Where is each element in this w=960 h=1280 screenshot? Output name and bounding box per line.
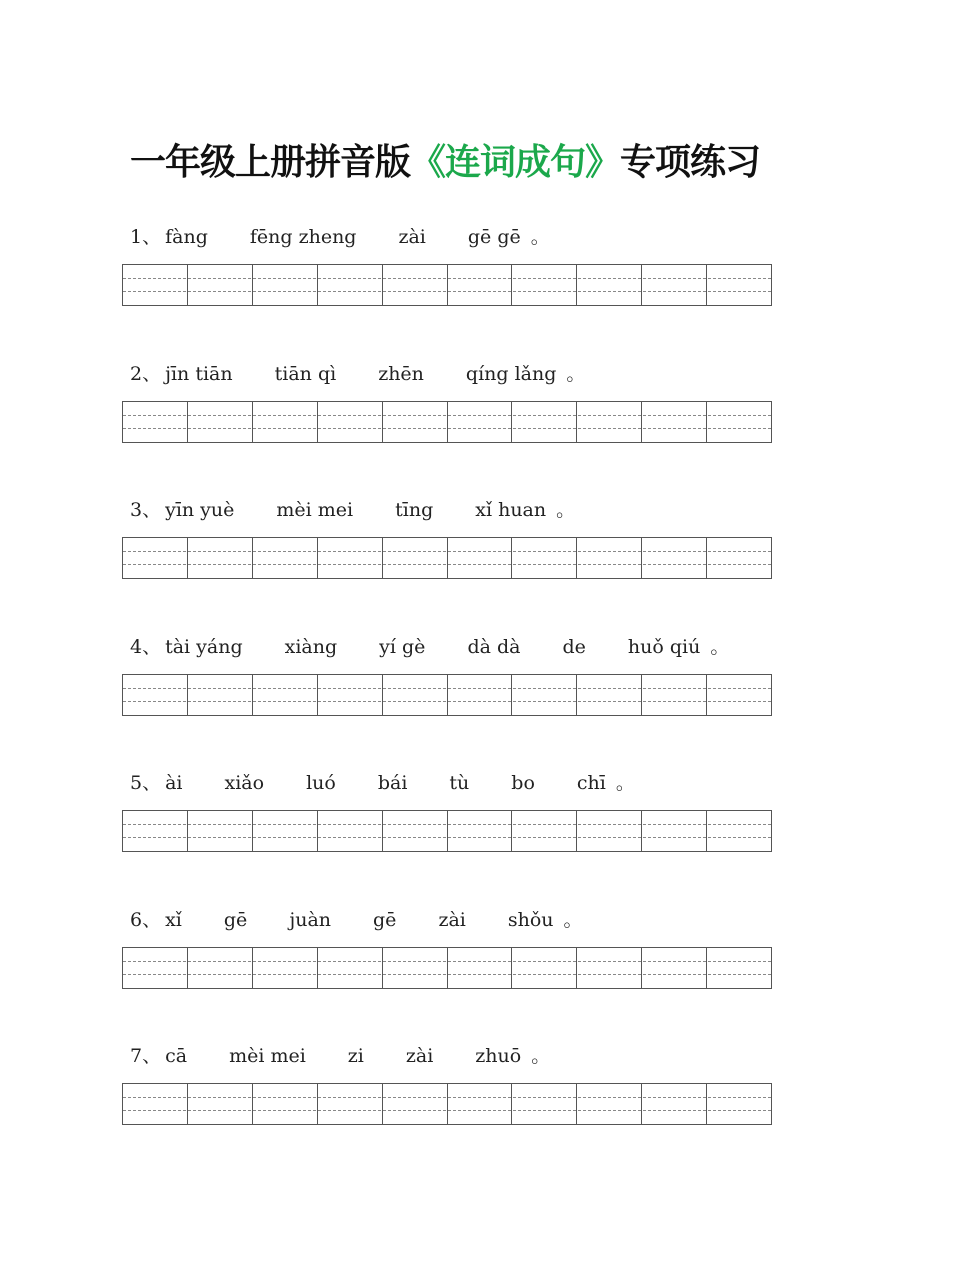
pinyin-word: huǒ qiú [627,635,701,658]
writing-cell[interactable] [253,675,318,715]
title-prefix: 一年级上册拼音版 [130,142,411,183]
question-number: 3、 [130,499,162,521]
writing-cell[interactable] [188,402,253,442]
writing-cell[interactable] [642,675,707,715]
writing-cell[interactable] [512,948,577,988]
writing-cell[interactable] [577,402,642,442]
question-number: 4、 [130,635,162,658]
pinyin-word: qíng lǎng [465,362,557,385]
question-number: 6、 [130,908,162,931]
pinyin-word: ài [165,772,183,794]
writing-cell[interactable] [253,265,318,305]
period-mark: 。 [566,362,586,385]
writing-cell[interactable] [448,265,513,305]
question-7 [122,1041,772,1125]
writing-cell[interactable] [383,538,448,578]
pinyin-word: xǐ huan [475,499,547,521]
writing-cell[interactable] [577,811,642,851]
writing-cell[interactable] [188,538,253,578]
writing-cell[interactable] [253,402,318,442]
writing-cell[interactable] [512,538,577,578]
pinyin-word: tīng [395,499,434,521]
writing-cell[interactable] [123,265,188,305]
pinyin-word: juàn [289,908,332,931]
writing-cell[interactable] [577,538,642,578]
pinyin-word: shǒu [507,908,554,931]
writing-cell[interactable] [642,538,707,578]
writing-cell[interactable] [318,538,383,578]
pinyin-word: jīn tiān [165,362,233,385]
writing-cell[interactable] [253,948,318,988]
writing-cell[interactable] [512,811,577,851]
writing-grid [122,401,772,443]
writing-cell[interactable] [253,1084,318,1124]
question-4 [122,632,772,716]
writing-cell[interactable] [318,1084,383,1124]
writing-cell[interactable] [448,811,513,851]
pinyin-word: yīn yuè [165,499,235,521]
writing-cell[interactable] [448,402,513,442]
writing-cell[interactable] [123,948,188,988]
pinyin-word: dà dà [467,635,521,658]
period-mark: 。 [710,635,730,658]
writing-cell[interactable] [707,811,771,851]
writing-cell[interactable] [707,948,771,988]
pinyin-word: fēng zheng [249,226,357,248]
pinyin-word: mèi mei [276,499,354,521]
writing-cell[interactable] [577,948,642,988]
writing-cell[interactable] [707,1084,771,1124]
pinyin-word: tài yáng [165,635,243,658]
title-highlight: 《连词成句》 [410,142,621,183]
question-6 [122,905,772,989]
pinyin-word: fàng [165,226,208,248]
pinyin-word: zài [438,908,466,931]
pinyin-word: tiān qì [274,362,337,385]
pinyin-word: gē [373,908,397,931]
writing-cell[interactable] [383,402,448,442]
writing-cell[interactable] [318,265,383,305]
writing-cell[interactable] [318,675,383,715]
writing-cell[interactable] [707,538,771,578]
pinyin-line [122,495,772,525]
writing-cell[interactable] [123,675,188,715]
writing-cell[interactable] [383,948,448,988]
pinyin-word: yí gè [379,635,426,658]
writing-cell[interactable] [318,402,383,442]
writing-cell[interactable] [642,948,707,988]
pinyin-word: zài [398,226,426,248]
writing-cell[interactable] [642,265,707,305]
pinyin-word: bái [377,772,408,794]
writing-cell[interactable] [448,948,513,988]
writing-cell[interactable] [253,538,318,578]
writing-grid [122,1083,772,1125]
writing-cell[interactable] [123,402,188,442]
writing-cell[interactable] [512,265,577,305]
writing-cell[interactable] [577,265,642,305]
writing-cell[interactable] [383,811,448,851]
pinyin-word: tù [449,772,470,794]
writing-cell[interactable] [448,675,513,715]
period-mark: 。 [530,226,550,248]
pinyin-word: xiǎo [224,772,265,794]
pinyin-word: de [562,635,586,658]
pinyin-line [122,1041,772,1071]
writing-cell[interactable] [318,948,383,988]
writing-grid [122,264,772,306]
writing-cell[interactable] [188,948,253,988]
pinyin-word: zài [405,1045,434,1067]
writing-cell[interactable] [707,402,771,442]
pinyin-word: zhēn [378,362,424,385]
period-mark: 。 [531,1045,551,1067]
writing-cell[interactable] [577,1084,642,1124]
writing-grid [122,674,772,716]
writing-cell[interactable] [188,675,253,715]
writing-cell[interactable] [448,1084,513,1124]
page-title [130,134,760,185]
writing-cell[interactable] [512,1084,577,1124]
pinyin-word: mèi mei [229,1045,306,1067]
writing-cell[interactable] [448,538,513,578]
pinyin-word: gē [223,908,248,931]
writing-cell[interactable] [707,265,771,305]
pinyin-word: zi [347,1045,364,1067]
title-suffix: 专项练习 [620,142,761,183]
pinyin-word: xiàng [284,635,338,658]
pinyin-word: chī [576,772,606,794]
writing-cell[interactable] [512,402,577,442]
period-mark: 。 [556,499,576,521]
writing-cell[interactable] [123,538,188,578]
question-number: 2、 [130,362,162,385]
question-number: 1、 [130,226,162,248]
pinyin-word: luó [306,772,336,794]
writing-cell[interactable] [642,811,707,851]
period-mark: 。 [563,908,583,931]
writing-grid [122,947,772,989]
pinyin-word: xǐ [165,908,182,931]
writing-cell[interactable] [188,1084,253,1124]
pinyin-word: zhuō [475,1045,522,1067]
writing-cell[interactable] [577,675,642,715]
question-1 [122,222,772,306]
pinyin-line [122,632,772,662]
period-mark: 。 [615,772,635,794]
pinyin-line [122,222,772,252]
writing-cell[interactable] [642,402,707,442]
pinyin-word: bo [511,772,535,794]
writing-cell[interactable] [188,265,253,305]
writing-cell[interactable] [123,1084,188,1124]
question-3 [122,495,772,579]
writing-cell[interactable] [512,675,577,715]
writing-cell[interactable] [123,811,188,851]
pinyin-line [122,768,772,798]
pinyin-word: gē gē [467,226,521,248]
writing-cell[interactable] [383,1084,448,1124]
pinyin-line [122,905,772,935]
writing-cell[interactable] [383,675,448,715]
writing-grid [122,810,772,852]
writing-cell[interactable] [318,811,383,851]
writing-cell[interactable] [707,675,771,715]
writing-cell[interactable] [188,811,253,851]
writing-grid [122,537,772,579]
question-number: 7、 [130,1045,162,1067]
question-number: 5、 [130,772,162,794]
writing-cell[interactable] [253,811,318,851]
writing-cell[interactable] [642,1084,707,1124]
writing-cell[interactable] [383,265,448,305]
question-5 [122,768,772,852]
question-2 [122,359,772,443]
pinyin-line [122,359,772,389]
pinyin-word: cā [165,1045,188,1067]
